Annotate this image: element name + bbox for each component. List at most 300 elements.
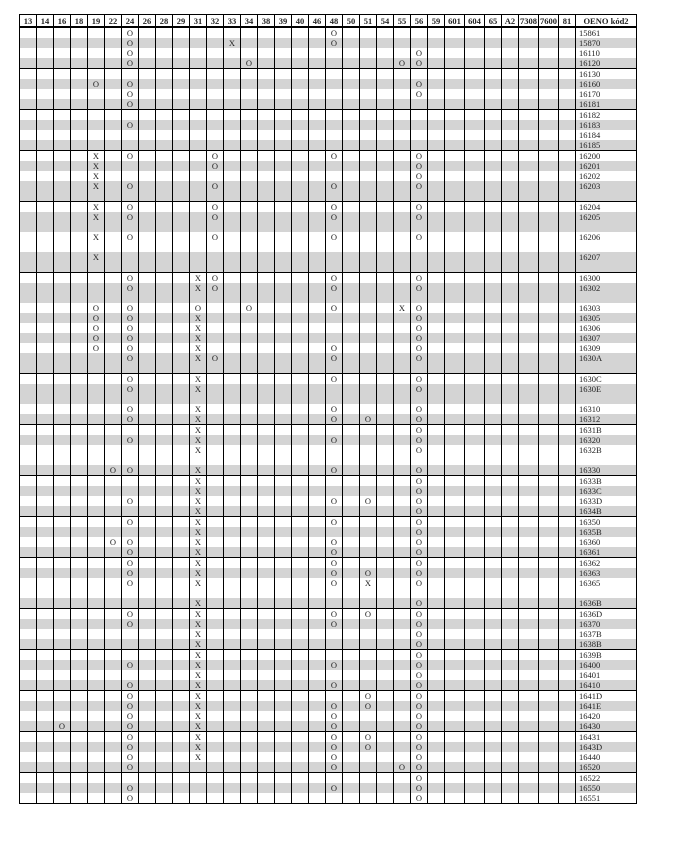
mark-cell [20,598,37,609]
mark-cell: O [360,568,377,578]
mark-cell [54,181,71,191]
mark-cell: X [190,752,207,762]
mark-cell [258,783,275,793]
mark-cell [20,517,37,528]
table-row [20,273,637,284]
mark-cell [377,701,394,711]
mark-cell [428,465,445,476]
mark-cell: O [122,353,139,363]
mark-cell [20,333,37,343]
mark-cell [377,58,394,69]
mark-cell [485,89,502,99]
mark-cell [37,69,54,80]
mark-cell [377,363,394,374]
mark-cell [207,517,224,528]
mark-cell [309,181,326,191]
mark-cell: O [411,752,428,762]
mark-cell [224,793,241,804]
mark-cell [485,670,502,680]
mark-cell [445,588,465,598]
mark-cell [54,783,71,793]
table-row [20,313,637,323]
mark-cell [258,151,275,162]
mark-cell [394,394,411,404]
mark-cell [502,568,519,578]
mark-cell [190,151,207,162]
mark-cell [105,313,122,323]
mark-cell [502,455,519,465]
mark-cell [309,742,326,752]
mark-cell [445,414,465,425]
mark-cell [292,506,309,517]
mark-cell [241,783,258,793]
mark-cell [377,171,394,181]
mark-cell [502,435,519,445]
mark-cell [71,313,88,323]
mark-cell [173,455,190,465]
mark-cell [224,629,241,639]
mark-cell [105,762,122,773]
mark-cell [360,506,377,517]
mark-cell [465,262,485,273]
mark-cell [275,394,292,404]
mark-cell: X [190,578,207,588]
mark-cell [502,69,519,80]
mark-cell [241,191,258,202]
mark-cell [309,48,326,58]
mark-cell [445,568,465,578]
mark-cell [343,691,360,702]
mark-cell: X [190,476,207,487]
mark-cell: O [326,465,343,476]
mark-cell [292,404,309,414]
mark-cell [394,273,411,284]
mark-cell [224,425,241,436]
mark-cell: O [122,38,139,48]
column-header: 81 [559,15,576,28]
mark-cell [173,527,190,537]
oeno-code-cell: 16182 [576,110,637,121]
mark-cell [326,140,343,151]
table-body [20,27,637,804]
mark-cell [88,140,105,151]
mark-cell [326,222,343,232]
mark-cell [465,558,485,569]
mark-cell [465,181,485,191]
mark-cell [465,598,485,609]
mark-cell [309,202,326,213]
mark-cell [173,660,190,670]
mark-cell [122,445,139,455]
mark-cell [71,670,88,680]
mark-cell [258,222,275,232]
mark-cell [428,721,445,732]
mark-cell [88,110,105,121]
mark-cell [37,435,54,445]
table-row [20,527,637,537]
mark-cell [241,568,258,578]
mark-cell [88,639,105,650]
mark-cell [224,445,241,455]
mark-cell [156,48,173,58]
mark-cell [445,732,465,743]
mark-cell [241,232,258,242]
mark-cell [485,273,502,284]
mark-cell [292,110,309,121]
mark-cell [539,793,559,804]
mark-cell [360,151,377,162]
mark-cell [394,547,411,558]
mark-cell [173,48,190,58]
mark-cell [326,793,343,804]
oeno-code-cell: 16362 [576,558,637,569]
mark-cell [559,486,576,496]
mark-cell [20,465,37,476]
mark-cell [20,414,37,425]
mark-cell: O [122,537,139,547]
mark-cell [343,445,360,455]
mark-cell [465,293,485,303]
mark-cell [377,202,394,213]
mark-cell [156,27,173,38]
mark-cell [105,303,122,313]
mark-cell [275,752,292,762]
mark-cell [139,619,156,629]
mark-cell [54,130,71,140]
oeno-code-cell: 16440 [576,752,637,762]
mark-cell [88,48,105,58]
mark-cell [309,680,326,691]
mark-cell [105,588,122,598]
mark-cell: O [122,762,139,773]
mark-cell [156,89,173,99]
mark-cell [156,660,173,670]
mark-cell [37,598,54,609]
mark-cell [394,619,411,629]
mark-cell: O [326,181,343,191]
mark-cell [445,578,465,588]
mark-cell [343,222,360,232]
mark-cell [190,762,207,773]
mark-cell [445,333,465,343]
mark-cell [394,721,411,732]
mark-cell [139,252,156,262]
mark-cell [241,629,258,639]
mark-cell [122,588,139,598]
mark-cell [309,445,326,455]
mark-cell [122,650,139,661]
mark-cell [292,293,309,303]
mark-cell: O [326,609,343,620]
mark-cell [37,110,54,121]
mark-cell [207,762,224,773]
mark-cell [326,99,343,110]
mark-cell [309,252,326,262]
mark-cell [173,588,190,598]
column-header: 22 [105,15,122,28]
mark-cell [241,69,258,80]
mark-cell [275,303,292,313]
mark-cell [343,619,360,629]
oeno-code-cell: 16170 [576,89,637,99]
mark-cell [105,110,122,121]
mark-cell [445,435,465,445]
mark-cell [343,578,360,588]
mark-cell [343,721,360,732]
mark-cell [173,578,190,588]
mark-cell [377,547,394,558]
mark-cell [539,48,559,58]
oeno-code-cell: 16360 [576,537,637,547]
mark-cell [559,120,576,130]
mark-cell [539,232,559,242]
mark-cell: O [411,568,428,578]
mark-cell [559,670,576,680]
mark-cell [360,242,377,252]
mark-cell [258,110,275,121]
mark-cell [394,262,411,273]
mark-cell [360,762,377,773]
mark-cell [20,793,37,804]
mark-cell [502,212,519,222]
mark-cell [241,89,258,99]
mark-cell [258,670,275,680]
mark-cell [394,374,411,385]
mark-cell [71,537,88,547]
mark-cell [360,363,377,374]
mark-cell [360,140,377,151]
mark-cell [360,222,377,232]
mark-cell [54,273,71,284]
mark-cell [122,639,139,650]
mark-cell [428,568,445,578]
mark-cell: O [411,742,428,752]
mark-cell [54,680,71,691]
mark-cell [156,191,173,202]
mark-cell [37,506,54,517]
mark-cell [292,414,309,425]
mark-cell [539,212,559,222]
mark-cell [394,313,411,323]
mark-cell [275,465,292,476]
mark-cell [173,639,190,650]
mark-cell: O [122,711,139,721]
mark-cell [139,89,156,99]
mark-cell [465,110,485,121]
mark-cell [139,212,156,222]
mark-cell [445,629,465,639]
mark-cell [275,252,292,262]
mark-cell [54,527,71,537]
mark-cell [559,558,576,569]
mark-cell [360,435,377,445]
mark-cell [292,465,309,476]
mark-cell: O [326,27,343,38]
mark-cell [445,353,465,363]
mark-cell [445,752,465,762]
mark-cell [224,130,241,140]
mark-cell [485,222,502,232]
mark-cell [539,752,559,762]
mark-cell [71,691,88,702]
mark-cell [539,660,559,670]
mark-cell [428,752,445,762]
mark-cell [445,793,465,804]
mark-cell [20,455,37,465]
mark-cell [241,527,258,537]
mark-cell [309,598,326,609]
mark-cell [465,762,485,773]
mark-cell [465,568,485,578]
mark-cell [292,181,309,191]
mark-cell [465,732,485,743]
mark-cell [428,425,445,436]
mark-cell [519,110,539,121]
mark-cell [292,252,309,262]
mark-cell: O [411,639,428,650]
mark-cell [71,558,88,569]
mark-cell [465,506,485,517]
mark-cell [105,639,122,650]
mark-cell: O [326,783,343,793]
mark-cell [326,394,343,404]
mark-cell [377,465,394,476]
table-row [20,721,637,732]
mark-cell [275,414,292,425]
mark-cell [559,161,576,171]
mark-cell [105,650,122,661]
mark-cell [71,323,88,333]
mark-cell [275,721,292,732]
mark-cell [519,752,539,762]
mark-cell [37,629,54,639]
mark-cell [539,333,559,343]
mark-cell [20,181,37,191]
mark-cell [292,670,309,680]
mark-cell [360,202,377,213]
mark-cell [343,762,360,773]
mark-cell [173,629,190,639]
mark-cell [173,414,190,425]
mark-cell [224,394,241,404]
oeno-code-cell [576,455,637,465]
mark-cell [173,476,190,487]
mark-cell [54,568,71,578]
mark-cell [105,333,122,343]
mark-cell [88,283,105,293]
mark-cell [519,527,539,537]
mark-cell [485,762,502,773]
mark-cell [292,232,309,242]
mark-cell [502,283,519,293]
mark-cell [465,742,485,752]
mark-cell [122,629,139,639]
mark-cell [156,506,173,517]
mark-cell [309,363,326,374]
mark-cell [559,363,576,374]
mark-cell [445,455,465,465]
mark-cell [173,701,190,711]
mark-cell [37,404,54,414]
mark-cell [258,517,275,528]
mark-cell [173,58,190,69]
header-row [20,15,637,28]
mark-cell [224,486,241,496]
mark-cell [275,384,292,394]
mark-cell [37,79,54,89]
mark-cell [519,232,539,242]
mark-cell [519,414,539,425]
mark-cell [258,691,275,702]
mark-cell [20,99,37,110]
table-row [20,435,637,445]
mark-cell [394,333,411,343]
mark-cell [88,120,105,130]
mark-cell [502,547,519,558]
mark-cell [519,476,539,487]
mark-cell [539,293,559,303]
mark-cell [377,793,394,804]
mark-cell: O [411,353,428,363]
mark-cell [88,38,105,48]
mark-cell [20,222,37,232]
mark-cell: X [190,639,207,650]
mark-cell [139,242,156,252]
mark-cell [224,732,241,743]
mark-cell: O [88,313,105,323]
mark-cell [428,711,445,721]
mark-cell [37,793,54,804]
mark-cell [539,629,559,639]
mark-cell [292,99,309,110]
mark-cell [428,333,445,343]
mark-cell [105,343,122,353]
mark-cell [360,38,377,48]
mark-cell [292,374,309,385]
mark-cell [309,79,326,89]
mark-cell [241,660,258,670]
mark-cell [539,588,559,598]
mark-cell [292,363,309,374]
mark-cell [309,670,326,680]
mark-cell [241,343,258,353]
mark-cell [37,465,54,476]
mark-cell [502,79,519,89]
mark-cell [502,486,519,496]
mark-cell [207,425,224,436]
mark-cell [559,578,576,588]
mark-cell [292,762,309,773]
mark-cell [241,691,258,702]
mark-cell: O [122,609,139,620]
mark-cell [539,650,559,661]
oeno-code-cell: 16401 [576,670,637,680]
mark-cell [428,293,445,303]
mark-cell [445,445,465,455]
mark-cell: X [190,670,207,680]
mark-cell [360,252,377,262]
mark-cell [71,639,88,650]
mark-cell [275,333,292,343]
mark-cell [502,752,519,762]
mark-cell: O [411,404,428,414]
mark-cell [377,323,394,333]
mark-cell [139,742,156,752]
mark-cell [377,353,394,363]
mark-cell [445,38,465,48]
mark-cell [394,425,411,436]
mark-cell [519,130,539,140]
